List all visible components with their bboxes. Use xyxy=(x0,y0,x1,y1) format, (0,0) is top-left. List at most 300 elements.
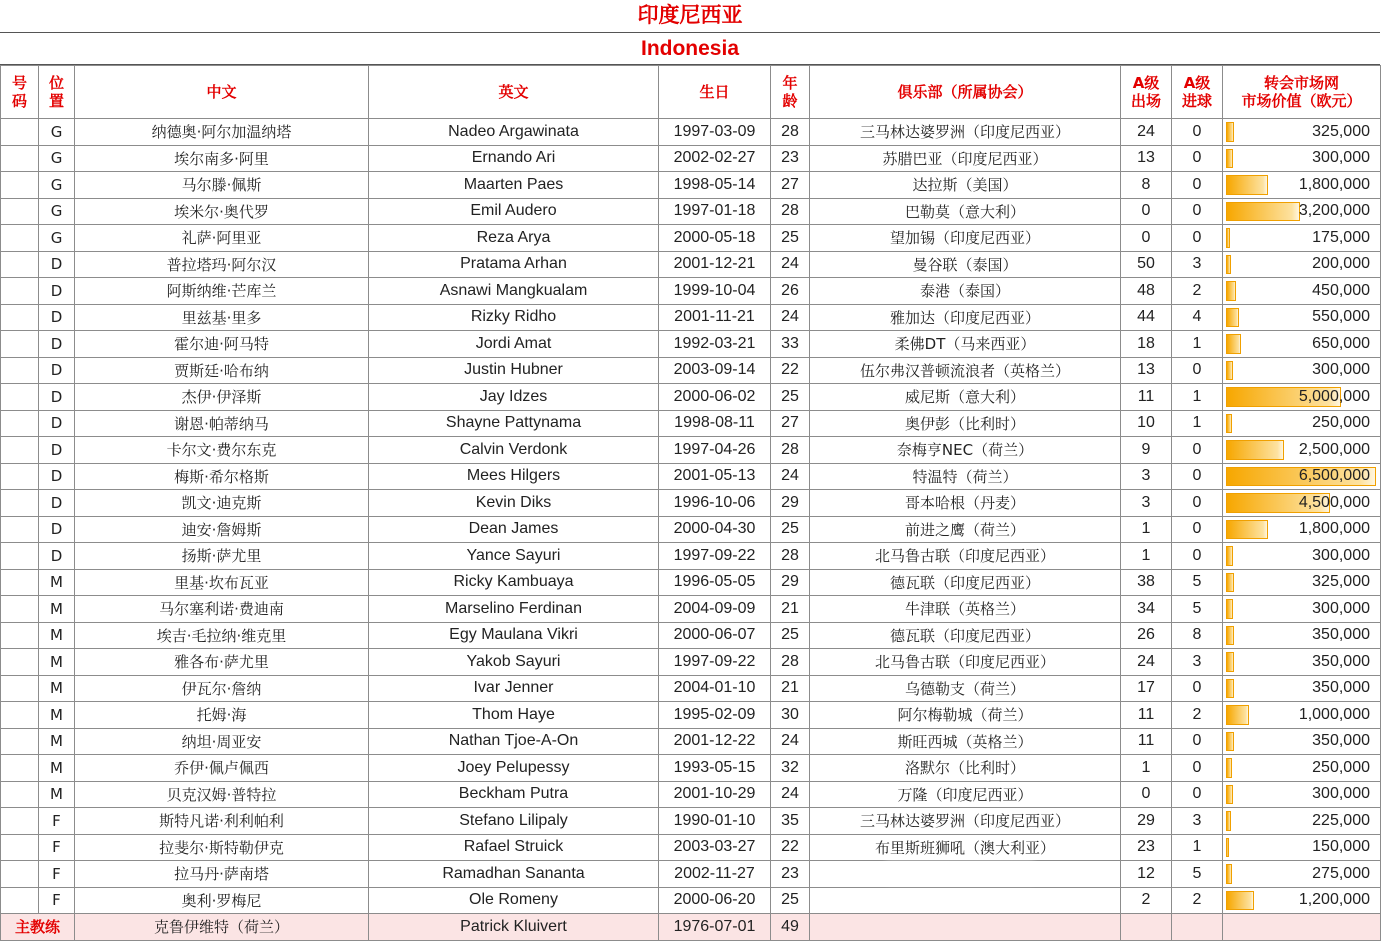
club-cell: 德瓦联（印度尼西亚） xyxy=(810,569,1121,596)
club-cell: 达拉斯（美国） xyxy=(810,172,1121,199)
number-cell xyxy=(1,384,39,411)
market-value-text: 300,000 xyxy=(1312,599,1370,617)
market-value-cell xyxy=(1223,251,1381,278)
caps-cell: 38 xyxy=(1121,569,1172,596)
birth-date-cell: 1997-03-09 xyxy=(659,119,771,146)
number-cell xyxy=(1,649,39,676)
club-cell: 斯旺西城（英格兰） xyxy=(810,728,1121,755)
age-cell: 24 xyxy=(771,304,810,331)
english-name-cell: Rizky Ridho xyxy=(369,304,659,331)
chinese-name-cell: 扬斯·萨尤里 xyxy=(75,543,369,570)
club-cell: 巴勒莫（意大利） xyxy=(810,198,1121,225)
player-rows xyxy=(1,119,1381,941)
position-cell: F xyxy=(39,887,75,914)
birth-date-cell: 1997-01-18 xyxy=(659,198,771,225)
english-name-cell: Ricky Kambuaya xyxy=(369,569,659,596)
position-cell: F xyxy=(39,808,75,835)
market-value-text: 225,000 xyxy=(1312,811,1370,829)
table-row xyxy=(1,834,1381,861)
position-cell: M xyxy=(39,702,75,729)
english-name-cell: Calvin Verdonk xyxy=(369,437,659,464)
club-cell: 北马鲁古联（印度尼西亚） xyxy=(810,543,1121,570)
goals-cell: 5 xyxy=(1172,569,1223,596)
market-value-cell xyxy=(1223,569,1381,596)
english-name-cell: Mees Hilgers xyxy=(369,463,659,490)
market-value-cell xyxy=(1223,596,1381,623)
chinese-name-cell: 埃尔南多·阿里 xyxy=(75,145,369,172)
club-cell: 乌德勒支（荷兰） xyxy=(810,675,1121,702)
market-value-bar xyxy=(1226,811,1231,831)
table-row xyxy=(1,331,1381,358)
club-cell: 特温特（荷兰） xyxy=(810,463,1121,490)
table-row xyxy=(1,755,1381,782)
position-cell: D xyxy=(39,516,75,543)
club-cell: 万隆（印度尼西亚） xyxy=(810,781,1121,808)
goals-cell: 2 xyxy=(1172,278,1223,305)
number-cell xyxy=(1,145,39,172)
market-value-bar xyxy=(1226,202,1300,222)
english-name-cell: Thom Haye xyxy=(369,702,659,729)
age-cell: 25 xyxy=(771,384,810,411)
market-value-bar xyxy=(1226,440,1284,460)
market-value-text: 250,000 xyxy=(1312,758,1370,776)
header-market-value-line2: 市场价值（欧元） xyxy=(1241,92,1362,110)
goals-cell: 4 xyxy=(1172,304,1223,331)
age-cell: 25 xyxy=(771,622,810,649)
english-name-cell: Ramadhan Sananta xyxy=(369,861,659,888)
goals-cell: 0 xyxy=(1172,172,1223,199)
birth-date-cell: 2000-04-30 xyxy=(659,516,771,543)
market-value-text: 300,000 xyxy=(1312,546,1370,564)
age-cell: 26 xyxy=(771,278,810,305)
market-value-cell xyxy=(1223,755,1381,782)
caps-cell: 1 xyxy=(1121,755,1172,782)
position-cell: D xyxy=(39,463,75,490)
english-name-cell: Stefano Lilipaly xyxy=(369,808,659,835)
chinese-name-cell: 杰伊·伊泽斯 xyxy=(75,384,369,411)
birth-date-cell: 1995-02-09 xyxy=(659,702,771,729)
chinese-name-cell: 雅各布·萨尤里 xyxy=(75,649,369,676)
market-value-bar xyxy=(1226,414,1232,434)
table-row xyxy=(1,702,1381,729)
goals-cell: 5 xyxy=(1172,596,1223,623)
age-cell: 27 xyxy=(771,410,810,437)
caps-cell: 18 xyxy=(1121,331,1172,358)
chinese-name-cell: 阿斯纳维·芒库兰 xyxy=(75,278,369,305)
age-cell: 23 xyxy=(771,145,810,172)
coach-birth-date: 1976-07-01 xyxy=(659,914,771,941)
age-cell: 25 xyxy=(771,516,810,543)
caps-cell: 3 xyxy=(1121,463,1172,490)
market-value-bar xyxy=(1226,255,1231,275)
english-name-cell: Dean James xyxy=(369,516,659,543)
market-value-text: 5,000,000 xyxy=(1298,387,1370,405)
position-cell: F xyxy=(39,834,75,861)
market-value-cell xyxy=(1223,278,1381,305)
goals-cell: 0 xyxy=(1172,357,1223,384)
goals-cell: 3 xyxy=(1172,251,1223,278)
table-row xyxy=(1,119,1381,146)
birth-date-cell: 2002-02-27 xyxy=(659,145,771,172)
table-row xyxy=(1,622,1381,649)
market-value-cell xyxy=(1223,781,1381,808)
market-value-cell xyxy=(1223,834,1381,861)
age-cell: 24 xyxy=(771,781,810,808)
market-value-bar xyxy=(1226,626,1234,646)
goals-cell: 0 xyxy=(1172,437,1223,464)
club-cell: 前进之鹰（荷兰） xyxy=(810,516,1121,543)
chinese-name-cell: 贾斯廷·哈布纳 xyxy=(75,357,369,384)
market-value-text: 1,800,000 xyxy=(1298,175,1370,193)
market-value-cell xyxy=(1223,119,1381,146)
birth-date-cell: 1997-04-26 xyxy=(659,437,771,464)
market-value-cell xyxy=(1223,225,1381,252)
caps-cell: 10 xyxy=(1121,410,1172,437)
club-cell: 哥本哈根（丹麦） xyxy=(810,490,1121,517)
goals-cell: 0 xyxy=(1172,516,1223,543)
number-cell xyxy=(1,728,39,755)
english-name-cell: Ernando Ari xyxy=(369,145,659,172)
goals-cell: 1 xyxy=(1172,384,1223,411)
coach-goals-empty xyxy=(1172,914,1223,941)
club-cell: 奈梅亨NEC（荷兰） xyxy=(810,437,1121,464)
chinese-name-cell: 拉斐尔·斯特勒伊克 xyxy=(75,834,369,861)
english-name-cell: Shayne Pattynama xyxy=(369,410,659,437)
table-row xyxy=(1,861,1381,888)
market-value-text: 150,000 xyxy=(1312,838,1370,856)
caps-cell: 26 xyxy=(1121,622,1172,649)
english-name-cell: Ivar Jenner xyxy=(369,675,659,702)
market-value-text: 3,200,000 xyxy=(1298,202,1370,220)
position-cell: D xyxy=(39,251,75,278)
number-cell xyxy=(1,861,39,888)
goals-cell: 1 xyxy=(1172,331,1223,358)
goals-cell: 0 xyxy=(1172,781,1223,808)
chinese-name-cell: 马尔塞利诺·费迪南 xyxy=(75,596,369,623)
chinese-name-cell: 纳德奥·阿尔加温纳塔 xyxy=(75,119,369,146)
caps-cell: 11 xyxy=(1121,728,1172,755)
age-cell: 22 xyxy=(771,834,810,861)
goals-cell: 0 xyxy=(1172,728,1223,755)
market-value-text: 275,000 xyxy=(1312,864,1370,882)
market-value-cell xyxy=(1223,728,1381,755)
age-cell: 30 xyxy=(771,702,810,729)
number-cell xyxy=(1,437,39,464)
club-cell: 伍尔弗汉普顿流浪者（英格兰） xyxy=(810,357,1121,384)
position-cell: G xyxy=(39,198,75,225)
age-cell: 27 xyxy=(771,172,810,199)
english-name-cell: Joey Pelupessy xyxy=(369,755,659,782)
age-cell: 25 xyxy=(771,887,810,914)
market-value-text: 6,500,000 xyxy=(1298,467,1370,485)
goals-cell: 0 xyxy=(1172,463,1223,490)
birth-date-cell: 2004-09-09 xyxy=(659,596,771,623)
birth-date-cell: 2003-03-27 xyxy=(659,834,771,861)
coach-value-empty xyxy=(1223,914,1381,941)
table-row xyxy=(1,384,1381,411)
caps-cell: 11 xyxy=(1121,384,1172,411)
age-cell: 33 xyxy=(771,331,810,358)
age-cell: 28 xyxy=(771,198,810,225)
market-value-text: 200,000 xyxy=(1312,255,1370,273)
table-row xyxy=(1,172,1381,199)
market-value-bar xyxy=(1226,122,1234,142)
market-value-bar xyxy=(1226,308,1239,328)
position-cell: M xyxy=(39,728,75,755)
market-value-bar xyxy=(1226,732,1234,752)
chinese-name-cell: 凯文·迪克斯 xyxy=(75,490,369,517)
age-cell: 32 xyxy=(771,755,810,782)
number-cell xyxy=(1,834,39,861)
table-row xyxy=(1,596,1381,623)
chinese-name-cell: 迪安·詹姆斯 xyxy=(75,516,369,543)
market-value-bar xyxy=(1226,149,1233,169)
table-row xyxy=(1,887,1381,914)
birth-date-cell: 2004-01-10 xyxy=(659,675,771,702)
market-value-text: 175,000 xyxy=(1312,228,1370,246)
chinese-name-cell: 里基·坎布瓦亚 xyxy=(75,569,369,596)
market-value-cell xyxy=(1223,543,1381,570)
market-value-cell xyxy=(1223,808,1381,835)
table-row xyxy=(1,675,1381,702)
chinese-name-cell: 伊瓦尔·詹纳 xyxy=(75,675,369,702)
age-cell: 29 xyxy=(771,490,810,517)
birth-date-cell: 1997-09-22 xyxy=(659,543,771,570)
position-cell: M xyxy=(39,649,75,676)
caps-cell: 12 xyxy=(1121,861,1172,888)
header-chinese-name: 中文 xyxy=(75,66,369,119)
caps-cell: 50 xyxy=(1121,251,1172,278)
market-value-bar xyxy=(1226,546,1233,566)
coach-english-name: Patrick Kluivert xyxy=(369,914,659,941)
club-cell: 柔佛DT（马来西亚） xyxy=(810,331,1121,358)
table-row xyxy=(1,463,1381,490)
coach-club-empty xyxy=(810,914,1121,941)
table-row xyxy=(1,728,1381,755)
position-cell: F xyxy=(39,861,75,888)
number-cell xyxy=(1,225,39,252)
chinese-name-cell: 谢恩·帕蒂纳马 xyxy=(75,410,369,437)
table-row xyxy=(1,304,1381,331)
market-value-text: 350,000 xyxy=(1312,652,1370,670)
position-cell: M xyxy=(39,596,75,623)
table-row xyxy=(1,490,1381,517)
goals-cell: 0 xyxy=(1172,490,1223,517)
birth-date-cell: 1993-05-15 xyxy=(659,755,771,782)
position-cell: D xyxy=(39,304,75,331)
club-cell: 雅加达（印度尼西亚） xyxy=(810,304,1121,331)
caps-cell: 0 xyxy=(1121,225,1172,252)
chinese-name-cell: 拉马丹·萨南塔 xyxy=(75,861,369,888)
club-cell: 奥伊彭（比利时） xyxy=(810,410,1121,437)
position-cell: D xyxy=(39,331,75,358)
number-cell xyxy=(1,569,39,596)
birth-date-cell: 2000-06-07 xyxy=(659,622,771,649)
caps-cell: 0 xyxy=(1121,198,1172,225)
market-value-text: 4,500,000 xyxy=(1298,493,1370,511)
goals-cell: 0 xyxy=(1172,198,1223,225)
table-row xyxy=(1,410,1381,437)
market-value-bar xyxy=(1226,758,1232,778)
table-row xyxy=(1,781,1381,808)
caps-cell: 1 xyxy=(1121,543,1172,570)
english-name-cell: Yance Sayuri xyxy=(369,543,659,570)
caps-cell: 3 xyxy=(1121,490,1172,517)
market-value-cell xyxy=(1223,437,1381,464)
market-value-bar xyxy=(1226,864,1232,884)
header-club: 俱乐部（所属协会） xyxy=(810,66,1121,119)
table-row xyxy=(1,516,1381,543)
caps-cell: 13 xyxy=(1121,357,1172,384)
table-row xyxy=(1,198,1381,225)
market-value-bar xyxy=(1226,785,1233,805)
age-cell: 24 xyxy=(771,463,810,490)
chinese-name-cell: 乔伊·佩卢佩西 xyxy=(75,755,369,782)
number-cell xyxy=(1,543,39,570)
number-cell xyxy=(1,172,39,199)
club-cell: 威尼斯（意大利） xyxy=(810,384,1121,411)
caps-cell: 48 xyxy=(1121,278,1172,305)
header-age: 年 龄 xyxy=(771,66,810,119)
market-value-bar xyxy=(1226,228,1230,248)
chinese-name-cell: 普拉塔玛·阿尔汉 xyxy=(75,251,369,278)
position-cell: D xyxy=(39,410,75,437)
number-cell xyxy=(1,278,39,305)
coach-chinese-name: 克鲁伊维特（荷兰） xyxy=(75,914,369,941)
chinese-name-cell: 礼萨·阿里亚 xyxy=(75,225,369,252)
caps-cell: 34 xyxy=(1121,596,1172,623)
number-cell xyxy=(1,331,39,358)
number-cell xyxy=(1,119,39,146)
age-cell: 22 xyxy=(771,357,810,384)
number-cell xyxy=(1,596,39,623)
birth-date-cell: 1998-08-11 xyxy=(659,410,771,437)
position-cell: M xyxy=(39,675,75,702)
caps-cell: 1 xyxy=(1121,516,1172,543)
position-cell: D xyxy=(39,278,75,305)
english-name-cell: Rafael Struick xyxy=(369,834,659,861)
chinese-name-cell: 埃吉·毛拉纳·维克里 xyxy=(75,622,369,649)
coach-age: 49 xyxy=(771,914,810,941)
age-cell: 21 xyxy=(771,675,810,702)
header-position: 位 置 xyxy=(39,66,75,119)
number-cell xyxy=(1,357,39,384)
chinese-name-cell: 埃米尔·奥代罗 xyxy=(75,198,369,225)
market-value-text: 650,000 xyxy=(1312,334,1370,352)
goals-cell: 0 xyxy=(1172,145,1223,172)
age-cell: 29 xyxy=(771,569,810,596)
position-cell: D xyxy=(39,543,75,570)
club-cell: 曼谷联（泰国） xyxy=(810,251,1121,278)
position-cell: M xyxy=(39,569,75,596)
english-name-cell: Pratama Arhan xyxy=(369,251,659,278)
market-value-text: 325,000 xyxy=(1312,573,1370,591)
club-cell: 洛默尔（比利时） xyxy=(810,755,1121,782)
chinese-name-cell: 奥利·罗梅尼 xyxy=(75,887,369,914)
goals-cell: 2 xyxy=(1172,887,1223,914)
birth-date-cell: 2000-06-02 xyxy=(659,384,771,411)
birth-date-cell: 2003-09-14 xyxy=(659,357,771,384)
market-value-cell xyxy=(1223,357,1381,384)
caps-cell: 2 xyxy=(1121,887,1172,914)
table-row xyxy=(1,251,1381,278)
age-cell: 35 xyxy=(771,808,810,835)
chinese-name-cell: 霍尔迪·阿马特 xyxy=(75,331,369,358)
title-chinese: 印度尼西亚 xyxy=(0,0,1380,34)
age-cell: 24 xyxy=(771,728,810,755)
number-cell xyxy=(1,622,39,649)
caps-cell: 8 xyxy=(1121,172,1172,199)
birth-date-cell: 2001-05-13 xyxy=(659,463,771,490)
market-value-cell xyxy=(1223,463,1381,490)
number-cell xyxy=(1,251,39,278)
caps-cell: 24 xyxy=(1121,649,1172,676)
market-value-bar xyxy=(1226,838,1229,858)
english-name-cell: Emil Audero xyxy=(369,198,659,225)
club-cell: 牛津联（英格兰） xyxy=(810,596,1121,623)
club-cell: 德瓦联（印度尼西亚） xyxy=(810,622,1121,649)
market-value-cell xyxy=(1223,702,1381,729)
header-row xyxy=(1,66,1381,119)
market-value-text: 1,200,000 xyxy=(1298,891,1370,909)
number-cell xyxy=(1,702,39,729)
number-cell xyxy=(1,755,39,782)
market-value-bar xyxy=(1226,175,1268,195)
position-cell: D xyxy=(39,357,75,384)
market-value-text: 1,000,000 xyxy=(1298,705,1370,723)
chinese-name-cell: 贝克汉姆·普特拉 xyxy=(75,781,369,808)
english-name-cell: Maarten Paes xyxy=(369,172,659,199)
english-name-cell: Asnawi Mangkualam xyxy=(369,278,659,305)
market-value-cell xyxy=(1223,675,1381,702)
club-cell: 望加锡（印度尼西亚） xyxy=(810,225,1121,252)
market-value-text: 300,000 xyxy=(1312,149,1370,167)
market-value-text: 325,000 xyxy=(1312,122,1370,140)
table-row xyxy=(1,225,1381,252)
goals-cell: 0 xyxy=(1172,543,1223,570)
club-cell: 布里斯班狮吼（澳大利亚） xyxy=(810,834,1121,861)
goals-cell: 0 xyxy=(1172,675,1223,702)
table-row xyxy=(1,569,1381,596)
birth-date-cell: 2001-12-22 xyxy=(659,728,771,755)
goals-cell: 0 xyxy=(1172,755,1223,782)
market-value-cell xyxy=(1223,384,1381,411)
header-market-value-line1: 转会市场网 xyxy=(1263,74,1339,92)
market-value-bar xyxy=(1226,599,1233,619)
english-name-cell: Ole Romeny xyxy=(369,887,659,914)
header-number: 号 码 xyxy=(1,66,39,119)
chinese-name-cell: 马尔滕·佩斯 xyxy=(75,172,369,199)
number-cell xyxy=(1,887,39,914)
english-name-cell: Reza Arya xyxy=(369,225,659,252)
goals-cell: 3 xyxy=(1172,808,1223,835)
position-cell: G xyxy=(39,172,75,199)
header-goals: A级 进球 xyxy=(1172,66,1223,119)
birth-date-cell: 1992-03-21 xyxy=(659,331,771,358)
position-cell: M xyxy=(39,755,75,782)
chinese-name-cell: 梅斯·希尔格斯 xyxy=(75,463,369,490)
market-value-text: 2,500,000 xyxy=(1298,440,1370,458)
goals-cell: 0 xyxy=(1172,225,1223,252)
market-value-text: 250,000 xyxy=(1312,414,1370,432)
market-value-bar xyxy=(1226,705,1249,725)
club-cell: 三马林达婆罗洲（印度尼西亚） xyxy=(810,808,1121,835)
caps-cell: 0 xyxy=(1121,781,1172,808)
market-value-cell xyxy=(1223,516,1381,543)
birth-date-cell: 2002-11-27 xyxy=(659,861,771,888)
market-value-cell xyxy=(1223,490,1381,517)
market-value-cell xyxy=(1223,331,1381,358)
